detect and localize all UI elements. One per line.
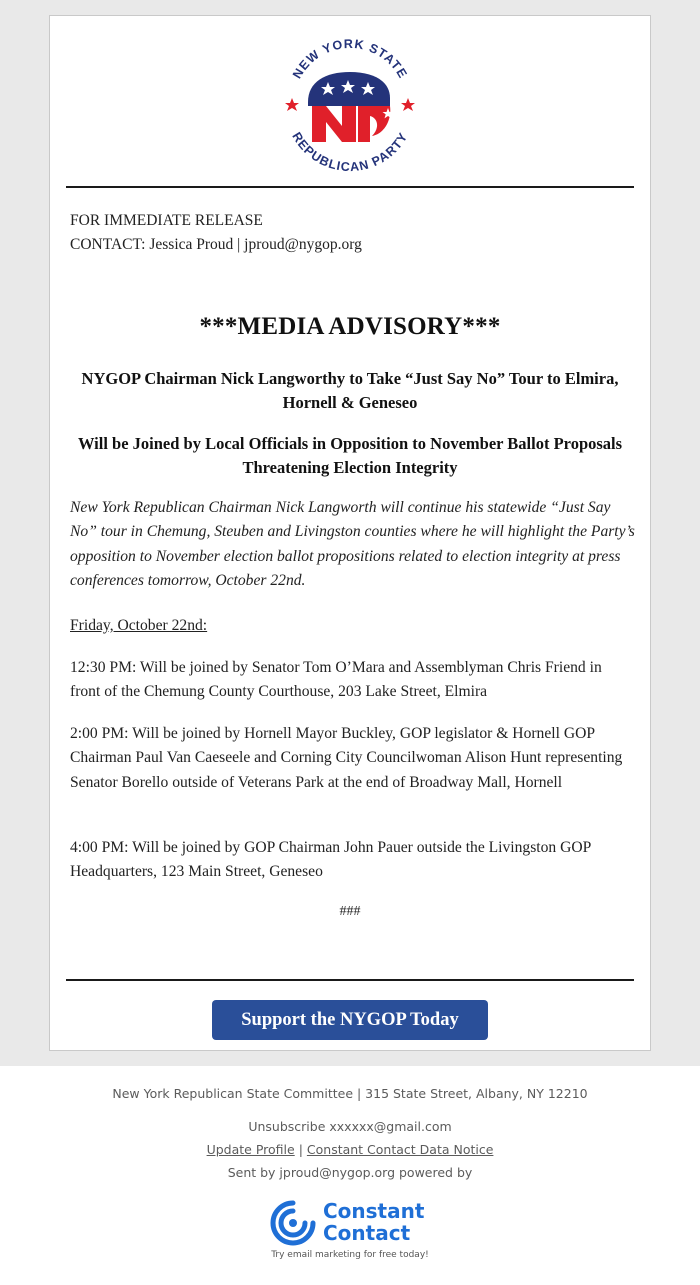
unsubscribe-link[interactable]: Unsubscribe xxxxxx@gmail.com — [248, 1119, 452, 1134]
divider-bottom — [66, 979, 634, 981]
schedule-item: 12:30 PM: Will be joined by Senator Tom O’Mara and Assemblyman Chris Friend in front of the Chemung County Courthouse, 203 Lake Street, Elmira — [70, 659, 602, 701]
right-star-icon — [401, 98, 415, 111]
intro-paragraph: New York Republican Chairman Nick Langworth will continue his statewide “Just Say No” tour in Chemung, Steuben and Livingston counties where he will highlight the Party’s opposition to November election ballot propositions related to election integrity at press conferences tomorrow, October 22nd. — [70, 499, 635, 589]
constant-contact-logo-icon — [270, 1200, 316, 1246]
constant-contact-logo[interactable] — [270, 1200, 440, 1246]
left-star-icon — [285, 98, 299, 111]
advisory-title: ***MEDIA ADVISORY*** — [199, 313, 501, 340]
release-line: FOR IMMEDIATE RELEASE — [70, 212, 263, 229]
update-profile-link[interactable]: Update Profile — [206, 1142, 295, 1157]
sent-by-line: Sent by jproud@nygop.org powered by — [227, 1165, 473, 1180]
cc-tagline[interactable]: Try email marketing for free today! — [271, 1250, 429, 1260]
email-card — [49, 15, 651, 1051]
elephant-icon — [308, 72, 394, 142]
cc-word-contact: Contact — [323, 1221, 411, 1245]
support-nygop-button[interactable]: Support the NYGOP Today — [212, 1000, 488, 1040]
end-mark: ### — [339, 904, 361, 919]
headline-primary: NYGOP Chairman Nick Langworthy to Take “Just Say No” Tour to Elmira, Hornell & Geneseo — [81, 369, 619, 412]
contact-line: CONTACT: Jessica Proud | jproud@nygop.org — [70, 236, 362, 253]
footer-links — [0, 1142, 700, 1157]
cc-word-constant: Constant — [323, 1199, 425, 1223]
nygop-logo — [280, 24, 420, 184]
svg-text:NEW YORK STATE: NEW YORK STATE — [289, 36, 411, 82]
headline-secondary: Will be Joined by Local Officials in Opposition to November Ballot Proposals Threatening Election Integrity — [77, 434, 623, 477]
divider-top — [66, 186, 634, 188]
release-info — [70, 209, 362, 257]
data-notice-link[interactable]: Constant Contact Data Notice — [306, 1142, 494, 1157]
schedule-item: 4:00 PM: Will be joined by GOP Chairman John Pauer outside the Livingston GOP Headquarters, 123 Main Street, Geneseo — [70, 839, 591, 881]
link-separator: | — [298, 1142, 303, 1157]
svg-text:REPUBLICAN PARTY: REPUBLICAN PARTY — [289, 129, 411, 175]
schedule-date: Friday, October 22nd: — [70, 617, 208, 634]
footer-address: New York Republican State Committee | 315 State Street, Albany, NY 12210 — [112, 1086, 588, 1101]
schedule-item: 2:00 PM: Will be joined by Hornell Mayor Buckley, GOP legislator & Hornell GOP Chairman Paul Van Caeseele and Corning City Councilwoman Alison Hunt representing Senator Borello outside of Veterans Park at the end of Broadway Mall, Hornell — [70, 725, 623, 791]
